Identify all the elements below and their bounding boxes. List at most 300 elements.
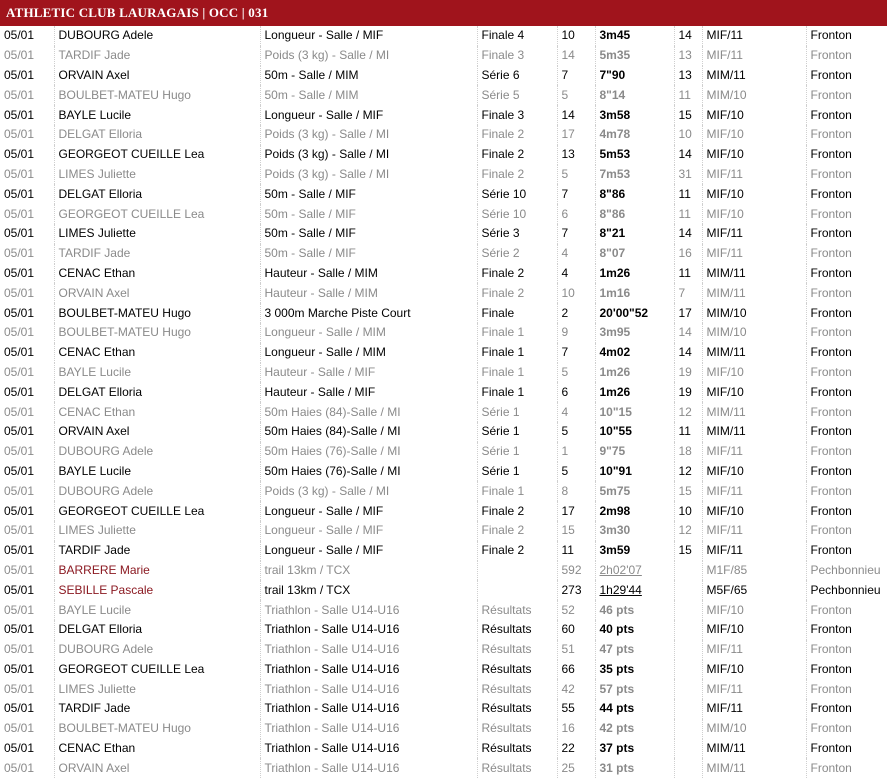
date-cell: 05/01 [4,661,35,676]
result-row [0,204,887,224]
date-cell: 05/01 [4,444,35,459]
athlete-name-link[interactable]: GEORGEOT CUEILLE Lea [54,501,260,521]
points-cell: 15 [674,481,702,501]
date-cell: 05/01 [4,285,35,300]
place-cell: 17 [557,125,595,145]
event-name: 50m Haies (76)-Salle / MI [260,462,477,482]
athlete-name-link[interactable]: BOULBET-MATEU Hugo [54,85,260,105]
date-cell: 05/01 [4,166,35,181]
place-cell: 8 [557,481,595,501]
performance-cell: 3m30 [595,521,674,541]
athlete-name-link[interactable]: BAYLE Lucile [54,363,260,383]
category-cell: MIF/11 [702,481,806,501]
points-cell: 15 [674,105,702,125]
place-cell: 17 [557,501,595,521]
city-cell: Fronton [806,382,887,402]
place-cell: 5 [557,165,595,185]
round-cell: Finale 2 [477,145,557,165]
category-cell: MIM/11 [702,739,806,759]
date-cell: 05/01 [4,67,35,82]
event-name: 50m - Salle / MIF [260,244,477,264]
event-name: 3 000m Marche Piste Court [260,303,477,323]
athlete-name-link[interactable]: DELGAT Elloria [54,382,260,402]
round-cell: Série 10 [477,184,557,204]
athlete-name-link[interactable]: SEBILLE Pascale [54,580,260,600]
category-cell: MIF/10 [702,125,806,145]
round-cell: Finale 2 [477,521,557,541]
result-row [0,422,887,442]
athlete-name-link[interactable]: BAYLE Lucile [54,105,260,125]
athlete-name-link[interactable]: GEORGEOT CUEILLE Lea [54,660,260,680]
athlete-name-link[interactable]: CENAC Ethan [54,739,260,759]
performance-cell: 1m26 [595,382,674,402]
event-name: 50m - Salle / MIF [260,204,477,224]
round-cell: Résultats [477,758,557,778]
date-cell: 05/01 [4,523,35,538]
athlete-name-link[interactable]: DELGAT Elloria [54,125,260,145]
performance-cell: 37 pts [595,739,674,759]
category-cell: MIF/10 [702,204,806,224]
performance-cell: 8"86 [595,204,674,224]
date-cell: 05/01 [4,543,35,558]
result-row [0,758,887,778]
place-cell: 10 [557,26,595,46]
athlete-name-link[interactable]: BARRERE Marie [54,561,260,581]
event-name: 50m - Salle / MIF [260,184,477,204]
result-row [0,323,887,343]
performance-cell: 44 pts [595,699,674,719]
category-cell: MIF/11 [702,46,806,66]
points-cell: 10 [674,501,702,521]
points-cell: 14 [674,224,702,244]
athlete-name-link[interactable]: DELGAT Elloria [54,620,260,640]
city-cell: Fronton [806,264,887,284]
category-cell: MIF/11 [702,640,806,660]
place-cell: 4 [557,264,595,284]
event-name: Triathlon - Salle U14-U16 [260,699,477,719]
event-name: Hauteur - Salle / MIF [260,363,477,383]
event-name: trail 13km / TCX [260,561,477,581]
date-cell: 05/01 [4,206,35,221]
points-cell [674,660,702,680]
points-cell [674,679,702,699]
round-cell: Résultats [477,640,557,660]
category-cell: MIM/11 [702,283,806,303]
event-name: 50m - Salle / MIF [260,224,477,244]
place-cell: 4 [557,244,595,264]
category-cell: MIF/11 [702,541,806,561]
date-cell: 05/01 [4,107,35,122]
round-cell: Finale 1 [477,323,557,343]
performance-cell: 20'00"52 [595,303,674,323]
result-row [0,699,887,719]
result-row [0,442,887,462]
result-row [0,481,887,501]
points-cell [674,580,702,600]
city-cell: Fronton [806,145,887,165]
result-row [0,580,887,600]
points-cell: 31 [674,165,702,185]
result-row [0,343,887,363]
points-cell: 11 [674,422,702,442]
place-cell: 22 [557,739,595,759]
athlete-name-link[interactable]: DUBOURG Adele [54,26,260,46]
performance-cell: 10"91 [595,462,674,482]
performance-cell: 42 pts [595,719,674,739]
round-cell: Résultats [477,699,557,719]
city-cell: Fronton [806,521,887,541]
round-cell: Finale 2 [477,283,557,303]
result-row [0,125,887,145]
performance-cell: 8"14 [595,85,674,105]
event-name: Poids (3 kg) - Salle / MI [260,165,477,185]
points-cell: 14 [674,323,702,343]
result-row [0,303,887,323]
athlete-name-link[interactable]: ORVAIN Axel [54,758,260,778]
event-name: Poids (3 kg) - Salle / MI [260,145,477,165]
points-cell [674,699,702,719]
city-cell: Fronton [806,422,887,442]
result-row [0,363,887,383]
category-cell: MIF/11 [702,26,806,46]
event-name: Hauteur - Salle / MIF [260,382,477,402]
city-cell: Fronton [806,660,887,680]
city-cell: Fronton [806,363,887,383]
points-cell: 14 [674,26,702,46]
round-cell: Série 1 [477,462,557,482]
event-name: Poids (3 kg) - Salle / MI [260,481,477,501]
athlete-name-link[interactable]: ORVAIN Axel [54,66,260,86]
performance-cell: 5m35 [595,46,674,66]
round-cell: Résultats [477,719,557,739]
performance-cell: 3m45 [595,26,674,46]
round-cell: Série 1 [477,402,557,422]
place-cell: 7 [557,184,595,204]
category-cell: MIM/11 [702,758,806,778]
category-cell: MIF/11 [702,165,806,185]
place-cell: 14 [557,105,595,125]
athlete-name-link[interactable]: TARDIF Jade [54,244,260,264]
result-row [0,719,887,739]
city-cell: Fronton [806,758,887,778]
result-row [0,462,887,482]
category-cell: MIM/10 [702,323,806,343]
points-cell: 7 [674,283,702,303]
athlete-name-link[interactable]: DUBOURG Adele [54,640,260,660]
category-cell: MIF/11 [702,244,806,264]
performance-cell: 2m98 [595,501,674,521]
performance-cell: 7"90 [595,66,674,86]
event-name: Triathlon - Salle U14-U16 [260,640,477,660]
athlete-name-link[interactable]: BOULBET-MATEU Hugo [54,303,260,323]
performance-cell: 7m53 [595,165,674,185]
performance-cell: 3m95 [595,323,674,343]
date-cell: 05/01 [4,265,35,280]
athlete-name-link[interactable]: CENAC Ethan [54,343,260,363]
city-cell: Pechbonnieu [806,561,887,581]
category-cell: MIM/10 [702,719,806,739]
place-cell: 1 [557,442,595,462]
athlete-name-link[interactable]: TARDIF Jade [54,541,260,561]
place-cell: 60 [557,620,595,640]
points-cell: 19 [674,363,702,383]
date-cell: 05/01 [4,760,35,775]
date-cell: 05/01 [4,582,35,597]
points-cell: 16 [674,244,702,264]
points-cell: 19 [674,382,702,402]
city-cell: Fronton [806,244,887,264]
result-row [0,26,887,46]
performance-cell: 10"55 [595,422,674,442]
athlete-name-link[interactable]: DUBOURG Adele [54,442,260,462]
date-cell: 05/01 [4,364,35,379]
athlete-name-link[interactable]: LIMES Juliette [54,679,260,699]
performance-cell: 8"07 [595,244,674,264]
category-cell: MIF/10 [702,462,806,482]
date-cell: 05/01 [4,127,35,142]
category-cell: MIF/10 [702,363,806,383]
city-cell: Fronton [806,620,887,640]
category-cell: M5F/65 [702,580,806,600]
result-row [0,224,887,244]
place-cell: 7 [557,66,595,86]
result-row [0,739,887,759]
athlete-name-link[interactable]: ORVAIN Axel [54,422,260,442]
place-cell: 5 [557,363,595,383]
category-cell: MIM/11 [702,343,806,363]
athlete-name-link[interactable]: TARDIF Jade [54,699,260,719]
date-cell: 05/01 [4,701,35,716]
result-row [0,600,887,620]
round-cell: Finale 1 [477,363,557,383]
event-name: Poids (3 kg) - Salle / MI [260,46,477,66]
round-cell: Finale 2 [477,165,557,185]
category-cell: MIF/11 [702,442,806,462]
category-cell: MIM/11 [702,422,806,442]
athlete-name-link[interactable]: DUBOURG Adele [54,481,260,501]
date-cell: 05/01 [4,305,35,320]
city-cell: Fronton [806,541,887,561]
performance-cell: 5m75 [595,481,674,501]
date-cell: 05/01 [4,741,35,756]
city-cell: Fronton [806,125,887,145]
result-row [0,85,887,105]
date-cell: 05/01 [4,226,35,241]
round-cell: Résultats [477,679,557,699]
round-cell: Série 3 [477,224,557,244]
athlete-name-link[interactable]: LIMES Juliette [54,224,260,244]
round-cell: Finale 2 [477,264,557,284]
athlete-name-link[interactable]: BAYLE Lucile [54,462,260,482]
athlete-name-link[interactable]: CENAC Ethan [54,402,260,422]
athlete-name-link[interactable]: ORVAIN Axel [54,283,260,303]
result-row [0,382,887,402]
round-cell: Finale 3 [477,105,557,125]
event-name: trail 13km / TCX [260,580,477,600]
city-cell: Fronton [806,442,887,462]
performance-cell: 9"75 [595,442,674,462]
date-cell: 05/01 [4,721,35,736]
athlete-name-link[interactable]: LIMES Juliette [54,165,260,185]
city-cell: Fronton [806,640,887,660]
category-cell: MIF/10 [702,600,806,620]
event-name: Longueur - Salle / MIM [260,323,477,343]
round-cell: Finale 2 [477,501,557,521]
performance-cell: 1m16 [595,283,674,303]
round-cell: Finale 4 [477,26,557,46]
result-row [0,244,887,264]
category-cell: MIF/10 [702,620,806,640]
points-cell [674,620,702,640]
round-cell: Finale 1 [477,343,557,363]
place-cell: 5 [557,462,595,482]
result-row [0,165,887,185]
event-name: Triathlon - Salle U14-U16 [260,620,477,640]
points-cell [674,640,702,660]
place-cell: 6 [557,204,595,224]
city-cell: Fronton [806,481,887,501]
date-cell: 05/01 [4,147,35,162]
performance-cell: 47 pts [595,640,674,660]
results-table [0,26,887,778]
category-cell: MIF/10 [702,184,806,204]
points-cell [674,561,702,581]
category-cell: MIM/10 [702,85,806,105]
performance-cell: 3m58 [595,105,674,125]
athlete-name-link[interactable]: BOULBET-MATEU Hugo [54,323,260,343]
city-cell: Fronton [806,501,887,521]
points-cell: 17 [674,303,702,323]
points-cell: 12 [674,462,702,482]
place-cell: 9 [557,323,595,343]
points-cell: 14 [674,343,702,363]
athlete-name-link[interactable]: CENAC Ethan [54,264,260,284]
round-cell: Résultats [477,600,557,620]
round-cell: Série 10 [477,204,557,224]
city-cell: Fronton [806,739,887,759]
event-name: Longueur - Salle / MIF [260,521,477,541]
result-row [0,679,887,699]
result-row [0,541,887,561]
athlete-name-link[interactable]: GEORGEOT CUEILLE Lea [54,204,260,224]
city-cell: Fronton [806,323,887,343]
athlete-name-link[interactable]: GEORGEOT CUEILLE Lea [54,145,260,165]
date-cell: 05/01 [4,325,35,340]
category-cell: MIF/11 [702,679,806,699]
performance-cell: 3m59 [595,541,674,561]
result-row [0,264,887,284]
event-name: 50m - Salle / MIM [260,85,477,105]
round-cell: Série 6 [477,66,557,86]
round-cell: Série 2 [477,244,557,264]
place-cell: 25 [557,758,595,778]
points-cell [674,719,702,739]
athlete-name-link[interactable]: BAYLE Lucile [54,600,260,620]
category-cell: MIF/10 [702,382,806,402]
date-cell: 05/01 [4,246,35,261]
place-cell: 15 [557,521,595,541]
points-cell: 11 [674,85,702,105]
city-cell: Fronton [806,699,887,719]
category-cell: MIF/10 [702,145,806,165]
city-cell: Pechbonnieu [806,580,887,600]
city-cell: Fronton [806,184,887,204]
performance-cell: 5m53 [595,145,674,165]
place-cell: 51 [557,640,595,660]
place-cell: 6 [557,382,595,402]
place-cell: 13 [557,145,595,165]
place-cell: 66 [557,660,595,680]
athlete-name-link[interactable]: BOULBET-MATEU Hugo [54,719,260,739]
points-cell: 12 [674,402,702,422]
city-cell: Fronton [806,343,887,363]
date-cell: 05/01 [4,424,35,439]
category-cell: MIM/11 [702,402,806,422]
date-cell: 05/01 [4,642,35,657]
round-cell: Résultats [477,739,557,759]
round-cell: Finale 1 [477,382,557,402]
place-cell: 5 [557,422,595,442]
event-name: Longueur - Salle / MIF [260,501,477,521]
round-cell [477,580,557,600]
athlete-name-link[interactable]: LIMES Juliette [54,521,260,541]
place-cell: 14 [557,46,595,66]
place-cell: 7 [557,343,595,363]
event-name: Triathlon - Salle U14-U16 [260,758,477,778]
category-cell: MIF/11 [702,699,806,719]
city-cell: Fronton [806,46,887,66]
place-cell: 10 [557,283,595,303]
event-name: 50m Haies (76)-Salle / MI [260,442,477,462]
date-cell: 05/01 [4,28,35,43]
event-name: 50m - Salle / MIM [260,66,477,86]
place-cell: 42 [557,679,595,699]
athlete-name-link[interactable]: DELGAT Elloria [54,184,260,204]
result-row [0,521,887,541]
result-row [0,184,887,204]
date-cell: 05/01 [4,404,35,419]
performance-cell: 4m02 [595,343,674,363]
city-cell: Fronton [806,600,887,620]
city-cell: Fronton [806,679,887,699]
date-cell: 05/01 [4,87,35,102]
round-cell: Série 1 [477,422,557,442]
performance-cell: 31 pts [595,758,674,778]
category-cell: M1F/85 [702,561,806,581]
performance-cell: 1h29'44 [595,580,674,600]
category-cell: MIF/11 [702,521,806,541]
athlete-name-link[interactable]: TARDIF Jade [54,46,260,66]
performance-cell: 2h02'07 [595,561,674,581]
points-cell: 11 [674,184,702,204]
category-cell: MIF/11 [702,224,806,244]
result-row [0,46,887,66]
round-cell: Finale 2 [477,125,557,145]
event-name: Poids (3 kg) - Salle / MI [260,125,477,145]
place-cell: 273 [557,580,595,600]
round-cell: Finale 2 [477,541,557,561]
result-row [0,283,887,303]
points-cell: 14 [674,145,702,165]
performance-cell: 46 pts [595,600,674,620]
category-cell: MIF/10 [702,105,806,125]
performance-cell: 8"86 [595,184,674,204]
event-name: Longueur - Salle / MIM [260,343,477,363]
result-row [0,145,887,165]
date-cell: 05/01 [4,384,35,399]
city-cell: Fronton [806,283,887,303]
points-cell: 18 [674,442,702,462]
